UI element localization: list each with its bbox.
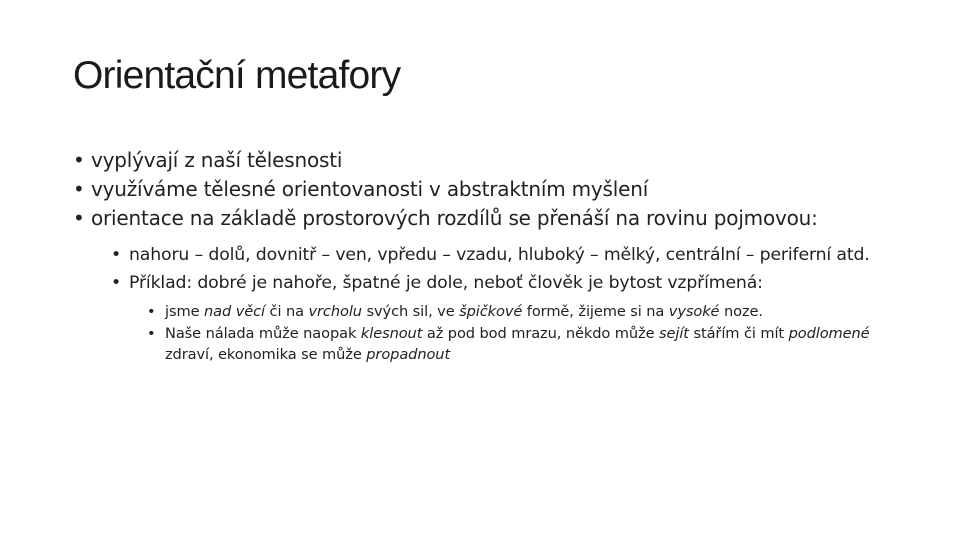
example-text: či na [265, 303, 309, 320]
example-italic-phrase: klesnout [360, 325, 423, 342]
example-text: zdraví, ekonomika se může [165, 346, 367, 363]
example-item [147, 301, 873, 322]
example-text: Naše nálada může naopak [165, 325, 361, 342]
bullet-item [73, 175, 873, 204]
example-text: až pod bod mrazu, někdo může [422, 325, 659, 342]
sub-bullet-text: Příklad: dobré je nahoře, špatné je dole, neboť člověk je bytost vzpřímená: [129, 273, 763, 293]
bullet-item [73, 146, 873, 175]
bullet-text: vyplývají z naší tělesnosti [91, 148, 343, 172]
bullet-text: orientace na základě prostorových rozdílů se přenáší na rovinu pojmovou: [91, 206, 818, 230]
example-italic-phrase: propadnout [366, 346, 451, 363]
sub-bullet-text: nahoru – dolů, dovnitř – ven, vpředu – vzadu, hluboký – mělký, centrální – periferní atd. [129, 245, 870, 265]
sub-bullet-item [111, 271, 873, 365]
example-list [147, 301, 873, 365]
example-text: svých sil, ve [361, 303, 460, 320]
example-text: jsme [165, 303, 204, 320]
sub-bullet-item [111, 243, 873, 267]
slide-title: Orientační metafory [73, 54, 401, 97]
example-italic-phrase: podlomené [788, 325, 870, 342]
example-italic-phrase: špičkové [459, 303, 523, 320]
example-text: noze. [719, 303, 763, 320]
bullet-item [73, 204, 873, 365]
sub-bullet-list [111, 243, 873, 365]
example-text: formě, žijeme si na [522, 303, 669, 320]
example-text: stářím či mít [688, 325, 789, 342]
example-italic-phrase: vysoké [668, 303, 720, 320]
example-italic-phrase: vrcholu [308, 303, 362, 320]
example-italic-phrase: nad věcí [204, 303, 265, 320]
bullet-text: využíváme tělesné orientovanosti v abstraktním myšlení [91, 177, 649, 201]
example-item [147, 323, 873, 365]
bullet-list [73, 146, 873, 365]
example-italic-phrase: sejít [659, 325, 689, 342]
slide-body [73, 146, 873, 369]
